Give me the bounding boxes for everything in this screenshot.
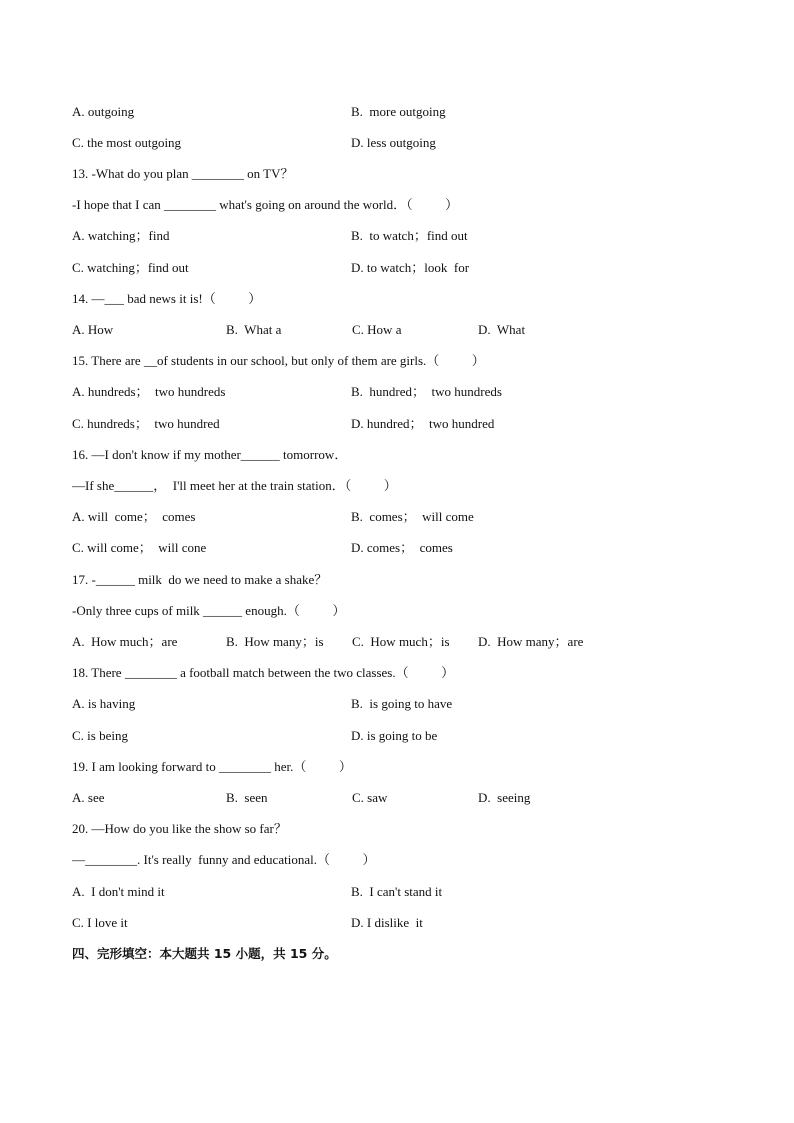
q18-question: 18. There ________ a football match between the two classes.（ ） <box>72 665 455 680</box>
q13-response: -I hope that I can ________ what's going on around the world．（ ） <box>72 197 459 212</box>
q20-question: 20. —How do you like the show so far？ <box>72 821 287 836</box>
q16-option-c[interactable]: C. will come； will cone <box>72 540 207 555</box>
q17-response: -Only three cups of milk ______ enough.（ ） <box>72 603 346 618</box>
q19-option-c[interactable]: C. saw <box>352 790 388 805</box>
q16-question: 16. —I don't know if my mother______ tomorrow． <box>72 447 348 462</box>
q14-option-b[interactable]: B. What a <box>226 322 282 337</box>
q19-option-a[interactable]: A. see <box>72 790 105 805</box>
q20-response: —________. It's really funny and educational.（ ） <box>72 852 376 867</box>
q19-question: 19. I am looking forward to ________ her.（ ） <box>72 759 352 774</box>
q16-option-d[interactable]: D. comes； comes <box>351 540 453 555</box>
q12-option-b[interactable]: B. more outgoing <box>351 104 446 119</box>
q18-option-d[interactable]: D. is going to be <box>351 728 438 743</box>
q17-option-a[interactable]: A. How much；are <box>72 634 178 649</box>
q13-question: 13. -What do you plan ________ on TV？ <box>72 166 294 181</box>
q17-option-c[interactable]: C. How much；is <box>352 634 450 649</box>
q20-option-d[interactable]: D. I dislike it <box>351 915 423 930</box>
q17-option-d[interactable]: D. How many；are <box>478 634 584 649</box>
q14-option-a[interactable]: A. How <box>72 322 114 337</box>
q14-option-c[interactable]: C. How a <box>352 322 402 337</box>
q16-option-b[interactable]: B. comes； will come <box>351 509 474 524</box>
q15-question: 15. There are __of students in our school, but only of them are girls.（ ） <box>72 353 485 368</box>
q15-option-c[interactable]: C. hundreds； two hundred <box>72 416 220 431</box>
q12-option-a[interactable]: A. outgoing <box>72 104 135 119</box>
q20-option-b[interactable]: B. I can't stand it <box>351 884 443 899</box>
q13-option-b[interactable]: B. to watch；find out <box>351 228 468 243</box>
q13-option-a[interactable]: A. watching；find <box>72 228 170 243</box>
q13-option-c[interactable]: C. watching；find out <box>72 260 189 275</box>
q18-option-c[interactable]: C. is being <box>72 728 128 743</box>
q15-option-b[interactable]: B. hundred； two hundreds <box>351 384 502 399</box>
q13-option-d[interactable]: D. to watch；look for <box>351 260 470 275</box>
q18-option-b[interactable]: B. is going to have <box>351 696 453 711</box>
q16-response: —If she______， I'll meet her at the train station．（ ） <box>72 478 397 493</box>
q16-option-a[interactable]: A. will come； comes <box>72 509 196 524</box>
q19-option-d[interactable]: D. seeing <box>478 790 531 805</box>
q18-option-a[interactable]: A. is having <box>72 696 136 711</box>
q20-option-a[interactable]: A. I don't mind it <box>72 884 165 899</box>
q17-question: 17. -______ milk do we need to make a shake？ <box>72 572 328 587</box>
q15-option-d[interactable]: D. hundred； two hundred <box>351 416 495 431</box>
q15-option-a[interactable]: A. hundreds； two hundreds <box>72 384 226 399</box>
q14-question: 14. —___ bad news it is!（ ） <box>72 291 262 306</box>
q12-option-c[interactable]: C. the most outgoing <box>72 135 182 150</box>
q20-option-c[interactable]: C. I love it <box>72 915 128 930</box>
q12-option-d[interactable]: D. less outgoing <box>351 135 436 150</box>
q19-option-b[interactable]: B. seen <box>226 790 268 805</box>
q17-option-b[interactable]: B. How many；is <box>226 634 324 649</box>
q14-option-d[interactable]: D. What <box>478 322 526 337</box>
section-4-heading: 四、完形填空：本大题共 15 小题，共 15 分。 <box>72 946 337 961</box>
